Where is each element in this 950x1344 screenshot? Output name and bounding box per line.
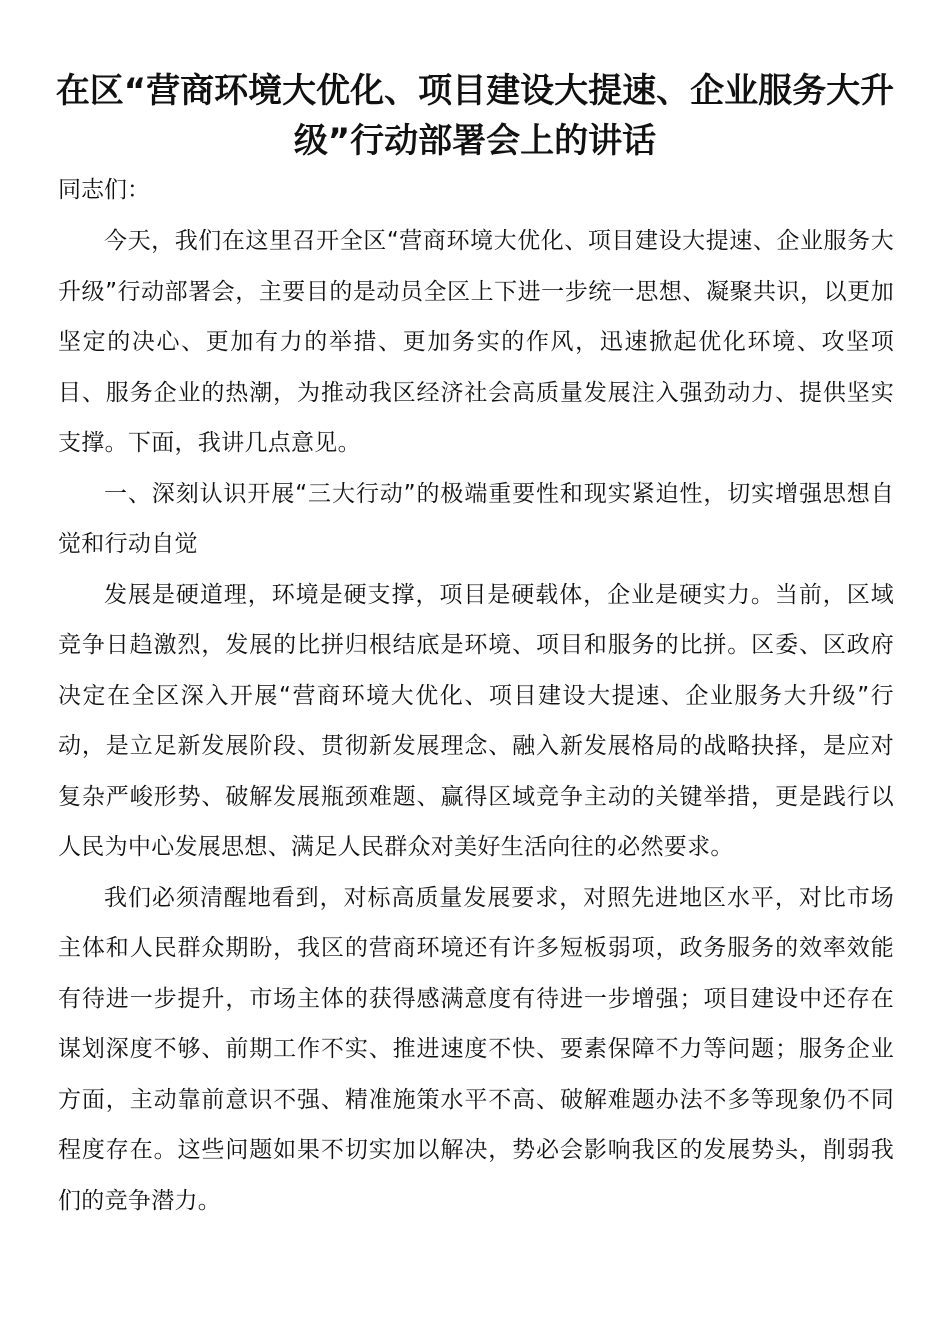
section-heading-1: 一、深刻认识开展“三大行动”的极端重要性和现实紧迫性，切实增强思想自觉和行动自觉 xyxy=(58,480,894,557)
paragraph-problems: 我们必须清醒地看到，对标高质量发展要求，对照先进地区水平，对比市场主体和人民群众期盼，我区的营商环境还有许多短板弱项，政务服务的效率效能有待进一步提升，市场主体的获得感满意度有待进一步增强；项目建设中还存在谋划深度不够、前期工作不实、推进速度不快、要素保障不力等问题；服务企业方面，主动靠前意识不强、精准施策水平不高、破解难题办法不多等现象仍不同程度存在。这些问题如果不切实加以解决，势必会影响我区的发展势头，削弱我们的竞争潜力。 xyxy=(58,884,894,1214)
document-body xyxy=(58,216,894,1226)
paragraph-opening: 今天，我们在这里召开全区“营商环境大优化、项目建设大提速、企业服务大升级”行动部署会，主要目的是动员全区上下进一步统一思想、凝聚共识，以更加坚定的决心、更加有力的举措、更加务实的作风，迅速掀起优化环境、攻坚项目、服务企业的热潮，为推动我区经济社会高质量发展注入强劲动力、提供坚实支撑。下面，我讲几点意见。 xyxy=(58,228,894,456)
document-title: 在区“营商环境大优化、项目建设大提速、企业服务大升级”行动部署会上的讲话 xyxy=(55,71,895,161)
salutation: 同志们： xyxy=(58,177,150,203)
paragraph-development: 发展是硬道理，环境是硬支撑，项目是硬载体，企业是硬实力。当前，区域竞争日趋激烈，发展的比拼归根结底是环境、项目和服务的比拼。区委、区政府决定在全区深入开展“营商环境大优化、项目建设大提速、企业服务大升级”行动，是立足新发展阶段、贯彻新发展理念、融入新发展格局的战略抉择，是应对复杂严峻形势、破解发展瓶颈难题、赢得区域竞争主动的关键举措，更是践行以人民为中心发展思想、满足人民群众对美好生活向往的必然要求。 xyxy=(58,581,894,860)
